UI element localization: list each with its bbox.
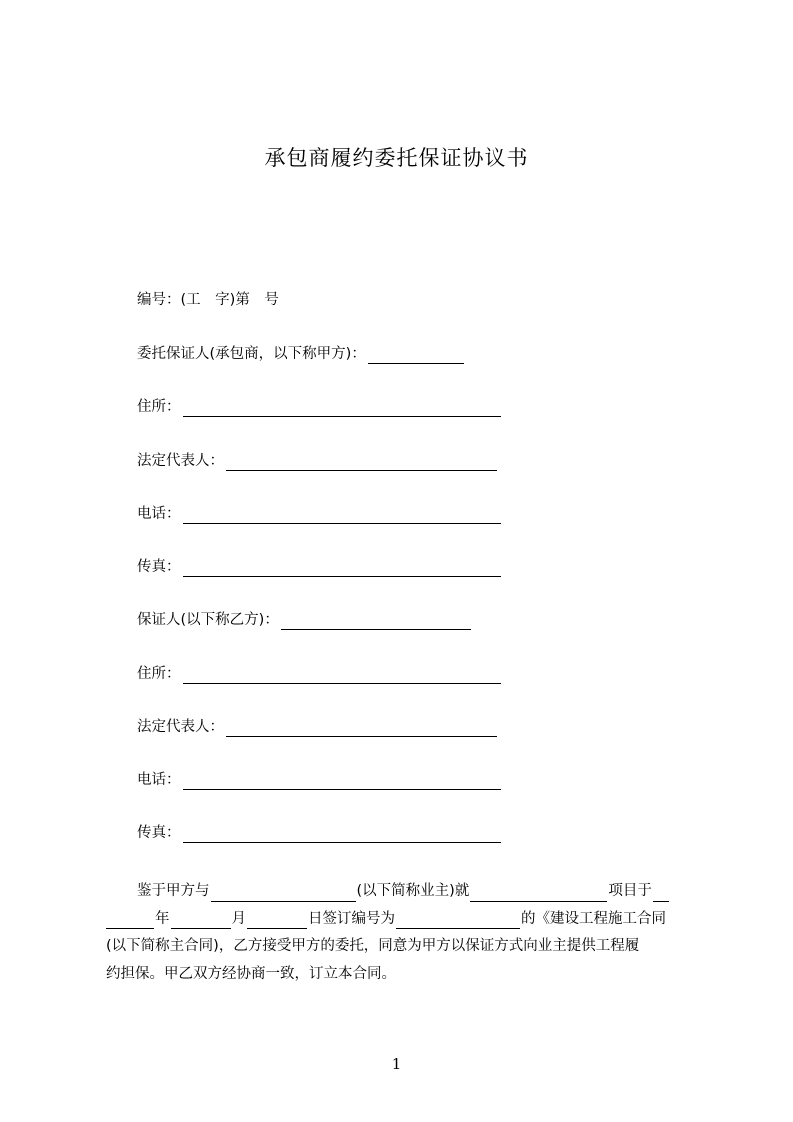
body-text: 月 xyxy=(231,910,246,927)
guarantor-phone-field xyxy=(137,770,501,790)
principal-blank[interactable] xyxy=(368,347,464,364)
principal-fax-label: 传真： xyxy=(137,559,181,575)
document-number-line xyxy=(137,290,279,310)
body-text: 鉴于甲方与 xyxy=(137,883,210,899)
principal-field xyxy=(137,344,464,364)
body-line-2 xyxy=(106,906,702,934)
principal-fax-blank[interactable] xyxy=(183,560,501,577)
document-number-label: 编号：(工 字)第 号 xyxy=(137,292,279,308)
month-blank[interactable] xyxy=(171,911,231,929)
guarantor-fax-blank[interactable] xyxy=(183,826,501,843)
page-number: 1 xyxy=(391,1055,402,1073)
body-line-3 xyxy=(106,933,702,961)
guarantor-fax-field xyxy=(137,823,501,843)
guarantor-rep-label: 法定代表人： xyxy=(137,719,224,735)
body-paragraph xyxy=(106,878,702,988)
body-text: (以下简称业主)就 xyxy=(356,883,470,899)
body-text: 的《建设工程施工合同 xyxy=(521,910,666,927)
principal-fax-field xyxy=(137,557,501,577)
owner-blank[interactable] xyxy=(211,884,356,902)
principal-address-field xyxy=(137,397,501,417)
principal-rep-label: 法定代表人： xyxy=(137,453,224,469)
day-blank[interactable] xyxy=(247,911,307,929)
body-text: 年 xyxy=(155,910,170,927)
principal-address-blank[interactable] xyxy=(183,400,501,417)
body-line-1 xyxy=(106,878,702,906)
year-blank-start[interactable] xyxy=(653,884,669,902)
principal-phone-blank[interactable] xyxy=(183,507,501,524)
guarantor-blank[interactable] xyxy=(281,613,471,630)
principal-label: 委托保证人(承包商，以下称甲方)： xyxy=(137,346,366,362)
body-text: (以下简称主合同)，乙方接受甲方的委托，同意为甲方以保证方式向业主提供工程履 xyxy=(106,938,640,954)
body-line-4 xyxy=(106,961,702,989)
principal-phone-field xyxy=(137,504,501,524)
body-text: 日签订编号为 xyxy=(308,910,395,927)
document-title: 承包商履约委托保证协议书 xyxy=(264,146,529,170)
guarantor-address-blank[interactable] xyxy=(183,667,501,684)
guarantor-address-label: 住所： xyxy=(137,666,181,682)
guarantor-phone-blank[interactable] xyxy=(183,773,501,790)
body-text: 项目于 xyxy=(608,883,652,899)
body-text: 约担保。甲乙双方经协商一致，订立本合同。 xyxy=(106,965,396,982)
guarantor-rep-field xyxy=(137,717,497,737)
principal-rep-field xyxy=(137,451,497,471)
contract-number-blank[interactable] xyxy=(396,911,520,929)
project-blank[interactable] xyxy=(470,884,607,902)
guarantor-field xyxy=(137,610,471,630)
guarantor-phone-label: 电话： xyxy=(137,772,181,788)
guarantor-rep-blank[interactable] xyxy=(226,720,497,737)
year-blank[interactable] xyxy=(106,911,154,929)
guarantor-label: 保证人(以下称乙方)： xyxy=(137,612,279,628)
guarantor-fax-label: 传真： xyxy=(137,825,181,841)
guarantor-address-field xyxy=(137,664,501,684)
principal-phone-label: 电话： xyxy=(137,506,181,522)
principal-rep-blank[interactable] xyxy=(226,454,497,471)
principal-address-label: 住所： xyxy=(137,399,181,415)
